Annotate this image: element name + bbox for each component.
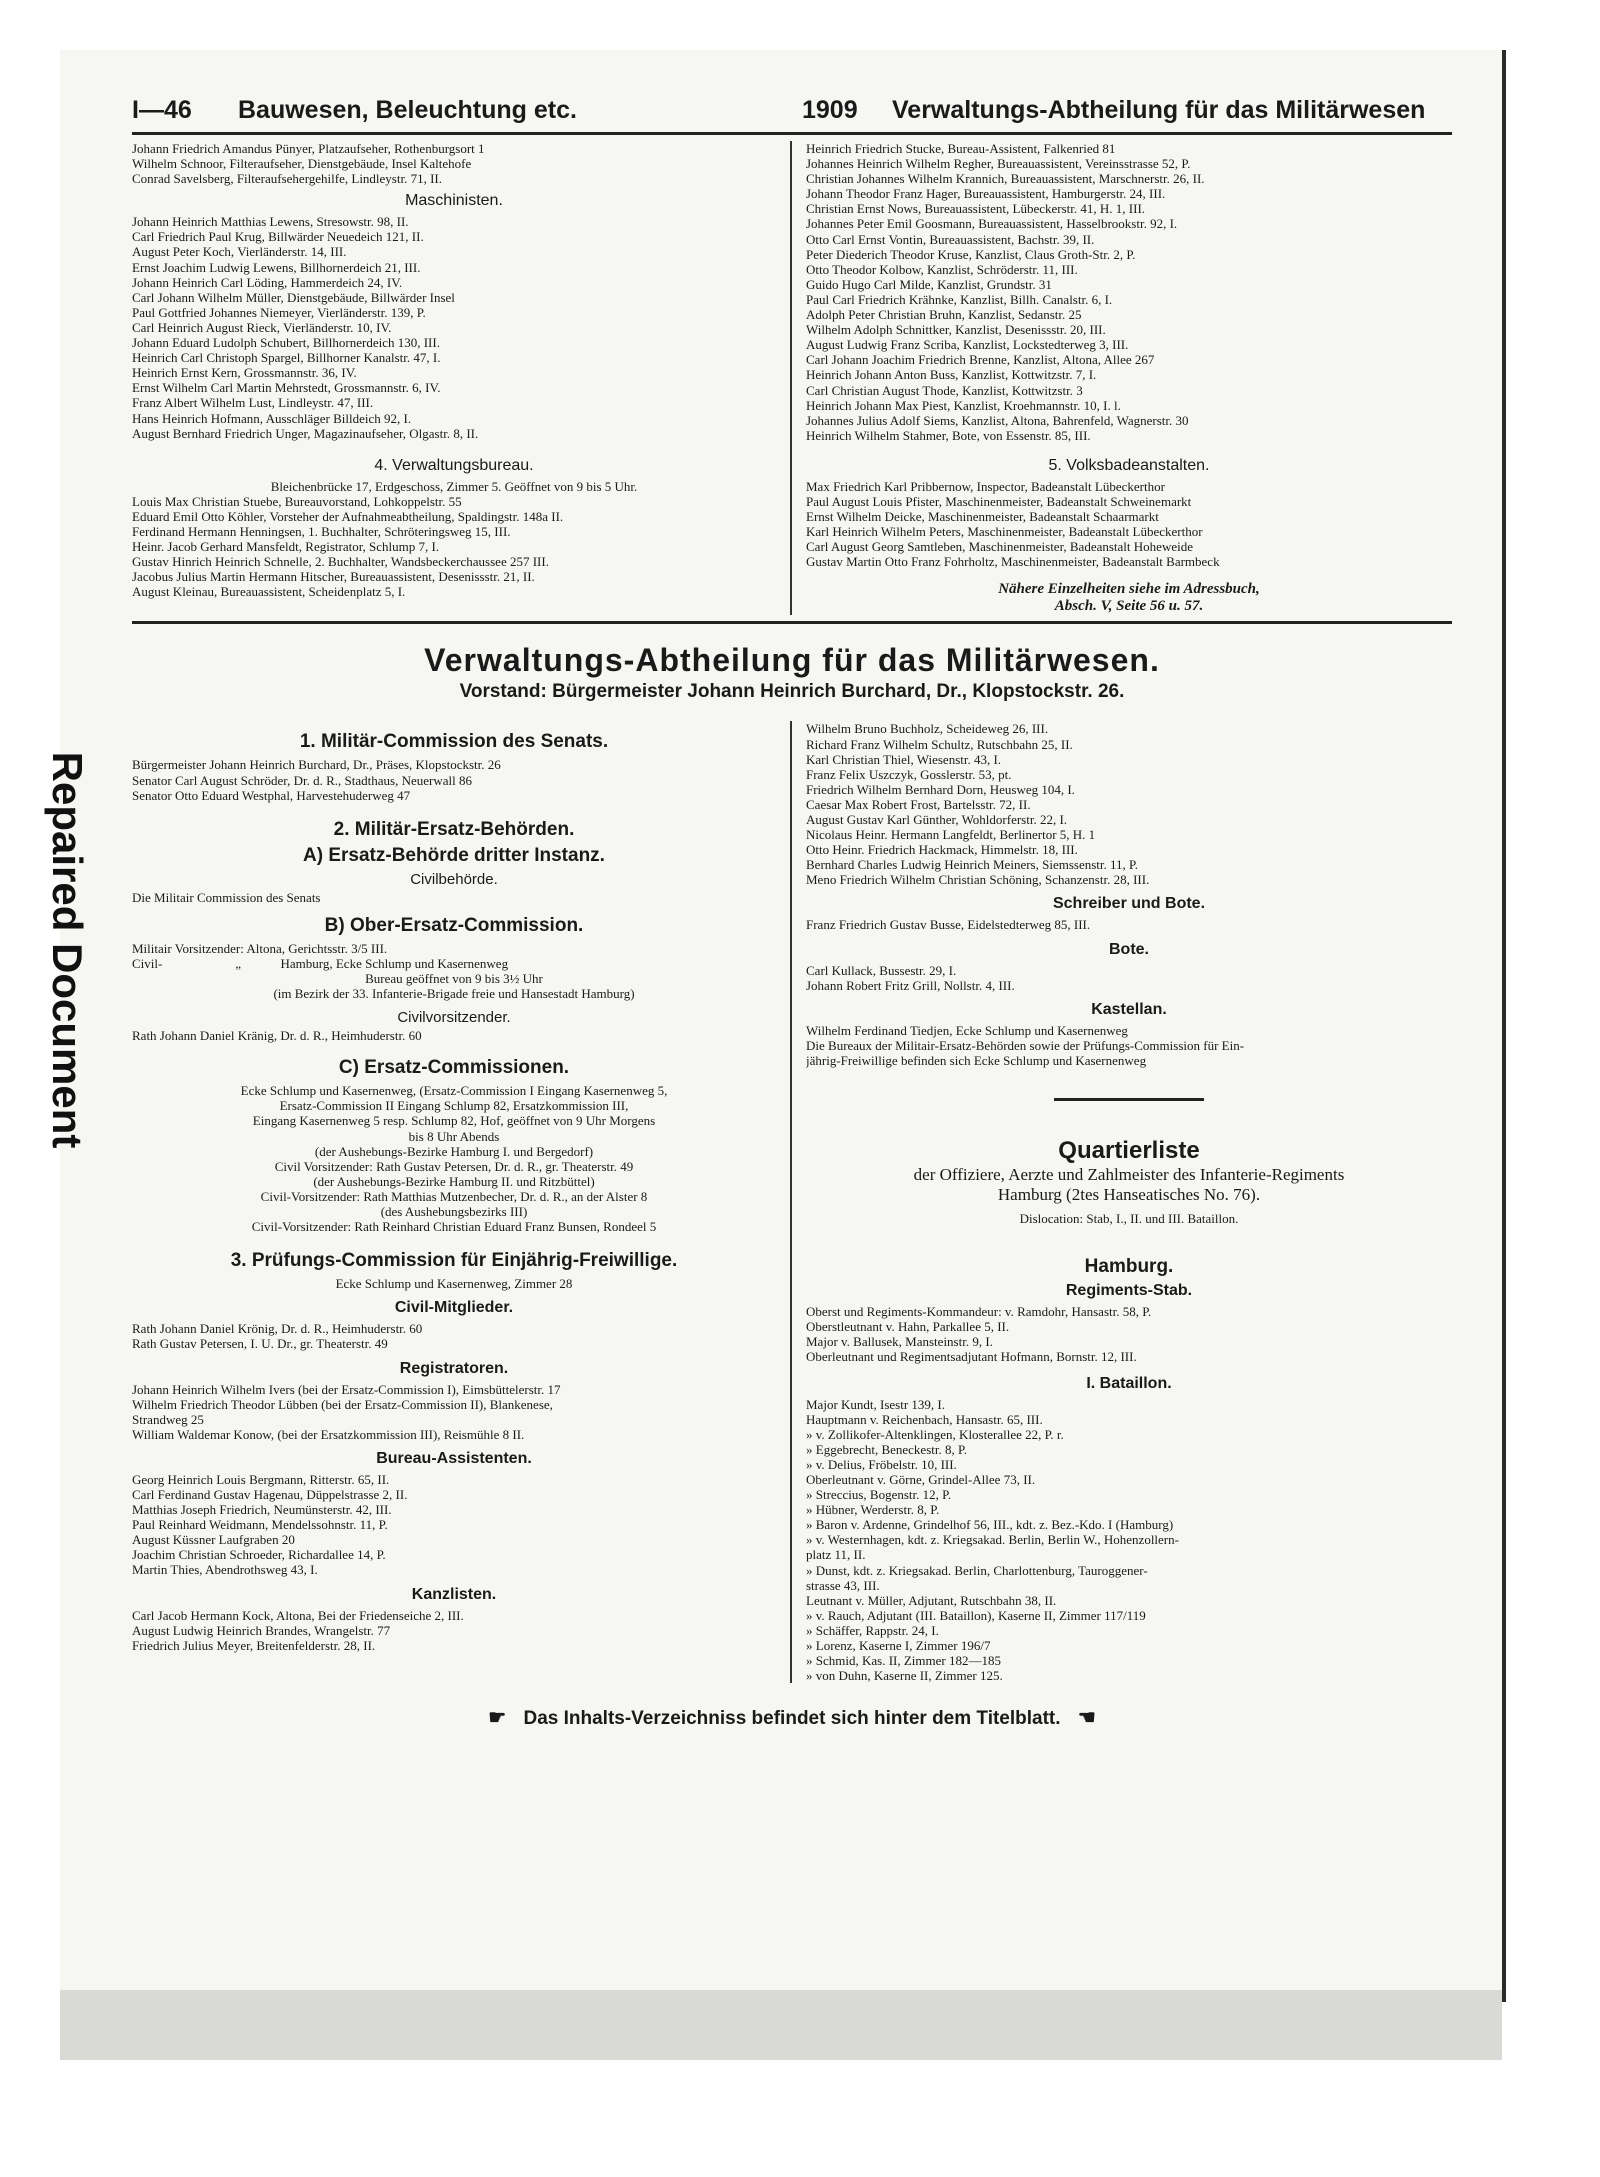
- list-item: Guido Hugo Carl Milde, Kanzlist, Grundstr. 31: [806, 276, 1052, 292]
- list-item: » von Duhn, Kaserne II, Zimmer 125.: [806, 1668, 1003, 1684]
- header-year: 1909: [802, 96, 858, 124]
- list-item: Civil-Vorsitzender: Rath Matthias Mutzenbecher, Dr. d. R., an der Alster 8: [260, 1188, 648, 1204]
- bataillon-heading: I. Bataillon.: [1086, 1374, 1172, 1392]
- list-item: » v. Zollikofer-Altenklingen, Klosterallee 22, P. r.: [806, 1426, 1064, 1442]
- list-item: Jacobus Julius Martin Hermann Hitscher, Bureauassistent, Desenissstr. 21, II.: [132, 569, 535, 585]
- maschinisten-list: [132, 214, 776, 440]
- list-item: Johann Heinrich Matthias Lewens, Stresowstr. 98, II.: [132, 214, 409, 230]
- mil-vorsitzender-row: Militair Vorsitzender: Altona, Gerichtsstr. 3/5 III.: [132, 940, 388, 956]
- list-item: Die Bureaux der Militair-Ersatz-Behörden sowie der Prüfungs-Commission für Ein-: [806, 1037, 1245, 1053]
- list-item: Civil Vorsitzender: Rath Gustav Petersen, Dr. d. R., gr. Theaterstr. 49: [274, 1158, 634, 1174]
- list-item: » Schäffer, Rappstr. 24, I.: [806, 1622, 939, 1638]
- verwaltungsbureau-heading: 4. Verwaltungsbureau.: [374, 456, 534, 474]
- list-item: Senator Carl August Schröder, Dr. d. R., Stadthaus, Neuerwall 86: [132, 772, 472, 788]
- main-left-column: [132, 721, 792, 1683]
- verwaltungsbureau-list: [132, 494, 776, 600]
- header-left-title: Bauwesen, Beleuchtung etc.: [238, 96, 577, 124]
- schreiber-bote-line: Franz Friedrich Gustav Busse, Eidelstedterweg 85, III.: [806, 917, 1091, 933]
- list-item: Gustav Hinrich Heinrich Schnelle, 2. Buchhalter, Wandsbeckerchaussee 257 III.: [132, 554, 549, 570]
- civilbehoerde-heading: Civilbehörde.: [410, 870, 498, 888]
- list-item: Bürgermeister Johann Heinrich Burchard, Dr., Präses, Klopstockstr. 26: [132, 757, 501, 773]
- list-item: Peter Diederich Theodor Kruse, Kanzlist, Claus Groth-Str. 2, P.: [806, 246, 1136, 262]
- main-columns: [132, 721, 1452, 1683]
- separator: [1054, 1098, 1204, 1101]
- quartierliste-sub-1: der Offiziere, Aerzte und Zahlmeister des Infanterie-Regiments: [913, 1165, 1345, 1185]
- bureau-assistent-list: [806, 141, 1452, 443]
- list-item: Carl Friedrich Paul Krug, Billwärder Neuedeich 121, II.: [132, 229, 424, 245]
- list-item: bis 8 Uhr Abends: [408, 1128, 500, 1144]
- list-item: Carl Heinrich August Rieck, Vierländerstr. 10, IV.: [132, 319, 392, 335]
- ersatz-commissionen-heading: C) Ersatz-Commissionen.: [338, 1057, 570, 1079]
- list-item: » Streccius, Bogenstr. 12, P.: [806, 1487, 952, 1503]
- list-item: Ferdinand Hermann Henningsen, 1. Buchhalter, Schröteringsweg 15, III.: [132, 523, 511, 539]
- list-item: Ernst Wilhelm Carl Martin Mehrstedt, Grossmannstr. 6, IV.: [132, 380, 441, 396]
- list-item: » v. Delius, Fröbelstr. 10, III.: [806, 1456, 957, 1472]
- bezirk-line: (im Bezirk der 33. Infanterie-Brigade freie und Hansestadt Hamburg): [273, 986, 635, 1002]
- list-item: Heinrich Friedrich Stucke, Bureau-Assistent, Falkenried 81: [806, 141, 1116, 156]
- list-item: » Dunst, kdt. z. Kriegsakad. Berlin, Charlottenburg, Tauroggener-: [806, 1562, 1148, 1578]
- kanzlisten-continued-list: [806, 721, 1452, 887]
- list-item: August Peter Koch, Vierländerstr. 14, III.: [132, 244, 347, 260]
- kastellan-list: [806, 1023, 1452, 1068]
- page-content: [132, 90, 1452, 1730]
- list-item: Otto Theodor Kolbow, Kanzlist, Schröderstr. 11, III.: [806, 261, 1078, 277]
- list-item: Leutnant v. Müller, Adjutant, Rutschbahn 38, II.: [806, 1592, 1057, 1608]
- page-number: I—46: [132, 96, 192, 124]
- main-right-column: [792, 721, 1452, 1683]
- list-item: August Bernhard Friedrich Unger, Magazinaufseher, Olgastr. 8, II.: [132, 425, 479, 441]
- header-right-title: Verwaltungs-Abtheilung für das Militärwesen: [892, 96, 1426, 124]
- list-item: » Baron v. Ardenne, Grindelhof 56, III., kdt. z. Bez.-Kdo. I (Hamburg): [806, 1517, 1174, 1533]
- list-item: Oberleutnant v. Görne, Grindel-Allee 73, II.: [806, 1471, 1036, 1487]
- quartierliste-title: Quartierliste: [1058, 1137, 1200, 1165]
- side-label: Repaired Document: [44, 751, 91, 1149]
- top-left-column: [132, 141, 792, 615]
- list-item: Johannes Julius Adolf Siems, Kanzlist, Altona, Bahrenfeld, Wagnerstr. 30: [806, 412, 1189, 428]
- civilvorsitzender-line: Rath Johann Daniel Kränig, Dr. d. R., Heimhuderstr. 60: [132, 1028, 422, 1044]
- list-item: Carl Kullack, Bussestr. 29, I.: [806, 962, 957, 978]
- quartierliste-sub-2: Hamburg (2tes Hanseatisches No. 76).: [997, 1185, 1261, 1205]
- scan-bottom-shade: [60, 1990, 1502, 2060]
- ersatz-behoerden-heading: 2. Militär-Ersatz-Behörden.: [333, 818, 575, 840]
- list-item: Wilhelm Friedrich Theodor Lübben (bei der Ersatz-Commission II), Blankenese,: [132, 1396, 553, 1412]
- list-item: Franz Albert Wilhelm Lust, Lindleystr. 47, III.: [132, 395, 374, 411]
- scanned-page: [44, 50, 1506, 2002]
- list-item: Johannes Heinrich Wilhelm Regher, Bureauassistent, Vereinsstrasse 52, P.: [806, 156, 1191, 172]
- list-item: Heinrich Johann Anton Buss, Kanzlist, Kottwitzstr. 7, I.: [806, 367, 1097, 383]
- list-item: Karl Christian Thiel, Wiesenstr. 43, I.: [806, 751, 1002, 767]
- schreiber-bote-heading: Schreiber und Bote.: [1052, 895, 1206, 913]
- bataillon-list: [806, 1397, 1452, 1684]
- list-item: August Kleinau, Bureauassistent, Scheidenplatz 5, I.: [132, 584, 406, 600]
- list-item: (der Aushebungs-Bezirke Hamburg II. und Ritzbüttel): [313, 1173, 595, 1189]
- volksbadeanstalten-list: [806, 479, 1452, 570]
- list-item: Friedrich Wilhelm Bernhard Dorn, Heusweg 104, I.: [806, 781, 1075, 797]
- list-item: Johann Friedrich Amandus Pünyer, Platzaufseher, Rothenburgsort 1: [132, 141, 485, 156]
- list-item: Paul August Louis Pfister, Maschinenmeister, Badeanstalt Schweinemarkt: [806, 493, 1192, 509]
- list-item: Christian Ernst Nows, Bureauassistent, Lübeckerstr. 41, H. 1, III.: [806, 201, 1146, 217]
- list-item: Friedrich Julius Meyer, Breitenfelderstr. 28, II.: [132, 1637, 376, 1653]
- top-right-column: [792, 141, 1452, 615]
- ersatz-commissionen-list: [132, 1083, 776, 1234]
- civilvorsitzender-heading: Civilvorsitzender.: [397, 1009, 511, 1027]
- bureau-assistenten-heading: Bureau-Assistenten.: [376, 1449, 532, 1467]
- list-item: August Gustav Karl Günther, Wohldorferstr. 22, I.: [806, 812, 1068, 827]
- list-item: Strandweg 25: [132, 1411, 204, 1427]
- civilbehoerde-line: Die Militair Commission des Senats: [132, 889, 321, 905]
- list-item: » v. Rauch, Adjutant (III. Bataillon), Kaserne II, Zimmer 117/119: [806, 1607, 1146, 1623]
- list-item: » Hübner, Werderstr. 8, P.: [806, 1502, 940, 1518]
- list-item: August Ludwig Franz Scriba, Kanzlist, Lockstedterweg 3, III.: [806, 337, 1129, 353]
- list-item: Joachim Christian Schroeder, Richardallee 14, P.: [132, 1547, 386, 1563]
- list-item: Oberstleutnant v. Hahn, Parkallee 5, II.: [806, 1319, 1010, 1335]
- list-item: Wilhelm Schnoor, Filteraufseher, Dienstgebäude, Insel Kaltehofe: [132, 156, 472, 172]
- list-item: Otto Carl Ernst Vontin, Bureauassistent, Bachstr. 39, II.: [806, 231, 1095, 247]
- pointing-hand-right-icon: ☚: [1077, 1707, 1096, 1730]
- adressbuch-note-2: Absch. V, Seite 56 u. 57.: [1054, 598, 1204, 615]
- list-item: Caesar Max Robert Frost, Bartelsstr. 72, II.: [806, 796, 1031, 812]
- list-item: jährig-Freiwillige befinden sich Ecke Schlump und Kasernenweg: [806, 1052, 1147, 1068]
- list-item: Nicolaus Heinr. Hermann Langfeldt, Berlinertor 5, H. 1: [806, 827, 1096, 843]
- list-item: Carl Ferdinand Gustav Hagenau, Düppelstrasse 2, II.: [132, 1486, 408, 1502]
- list-item: Paul Carl Friedrich Krähnke, Kanzlist, Billh. Canalstr. 6, I.: [806, 291, 1113, 307]
- list-item: Matthias Joseph Friedrich, Neumünsterstr. 42, III.: [132, 1502, 392, 1518]
- kanzlisten-heading: Kanzlisten.: [411, 1585, 497, 1603]
- civil-mitglieder-list: [132, 1321, 776, 1351]
- kanzlisten-list: [132, 1608, 776, 1653]
- list-item: August Küssner Laufgraben 20: [132, 1532, 295, 1548]
- list-item: Adolph Peter Christian Bruhn, Kanzlist, Sedanstr. 25: [806, 307, 1082, 323]
- bauwesen-list: [132, 141, 776, 186]
- bureau-assistenten-list: [132, 1472, 776, 1578]
- registratoren-heading: Registratoren.: [399, 1359, 509, 1377]
- list-item: Max Friedrich Karl Pribbernow, Inspector, Badeanstalt Lübeckerthor: [806, 478, 1165, 494]
- list-item: Martin Thies, Abendrothsweg 43, I.: [132, 1562, 318, 1578]
- list-item: Major Kundt, Isestr 139, I.: [806, 1396, 946, 1412]
- ersatz-behoerde-a-heading: A) Ersatz-Behörde dritter Instanz.: [303, 844, 605, 866]
- list-item: Rath Gustav Petersen, I. U. Dr., gr. Theaterstr. 49: [132, 1336, 388, 1352]
- pruefungs-commission-heading: 3. Prüfungs-Commission für Einjährig-Freiwillige.: [230, 1250, 678, 1272]
- list-item: Major v. Ballusek, Mansteinstr. 9, I.: [806, 1334, 993, 1350]
- list-item: Heinr. Jacob Gerhard Mansfeldt, Registrator, Schlump 7, I.: [132, 539, 440, 555]
- bote-heading: Bote.: [1109, 940, 1149, 958]
- list-item: Heinrich Ernst Kern, Grossmannstr. 36, IV.: [132, 365, 357, 381]
- list-item: Otto Heinr. Friedrich Hackmack, Himmelstr. 18, III.: [806, 842, 1078, 858]
- list-item: Meno Friedrich Wilhelm Christian Schöning, Schanzenstr. 28, III.: [806, 872, 1150, 888]
- list-item: Georg Heinrich Louis Bergmann, Ritterstr. 65, II.: [132, 1471, 390, 1487]
- section-rule: [132, 621, 1452, 624]
- list-item: Heinrich Carl Christoph Spargel, Billhorner Kanalstr. 47, I.: [132, 350, 441, 366]
- adressbuch-note-1: Nähere Einzelheiten siehe im Adressbuch,: [998, 581, 1260, 598]
- regiments-stab-heading: Regiments-Stab.: [1065, 1282, 1193, 1300]
- vorstand-line: Vorstand: Bürgermeister Johann Heinrich Burchard, Dr., Klopstockstr. 26.: [459, 681, 1125, 703]
- list-item: Johann Eduard Ludolph Schubert, Billhornerdeich 130, III.: [132, 335, 440, 351]
- pointing-hand-left-icon: ☛: [488, 1707, 507, 1730]
- list-item: Carl Johann Wilhelm Müller, Dienstgebäude, Billwärder Insel: [132, 289, 455, 305]
- main-title: Verwaltungs-Abtheilung für das Militärwesen.: [424, 642, 1160, 679]
- list-item: Karl Heinrich Wilhelm Peters, Maschinenmeister, Badeanstalt Lübeckerthor: [806, 524, 1203, 540]
- list-item: Bernhard Charles Ludwig Heinrich Meiners, Siemssenstr. 11, P.: [806, 857, 1139, 873]
- list-item: Carl Jacob Hermann Kock, Altona, Bei der Friedenseiche 2, III.: [132, 1607, 464, 1623]
- list-item: Franz Felix Uszczyk, Gosslerstr. 53, pt.: [806, 766, 1012, 782]
- list-item: Carl Johann Joachim Friedrich Brenne, Kanzlist, Altona, Allee 267: [806, 352, 1155, 368]
- civ-vorsitzender-row: Civil- „ Hamburg, Ecke Schlump und Kasernenweg: [132, 955, 509, 971]
- list-item: Eingang Kasernenweg 5 resp. Schlump 82, Hof, geöffnet von 9 Uhr Morgens: [252, 1113, 656, 1129]
- militaer-commission-list: [132, 757, 776, 802]
- list-item: Oberst und Regiments-Kommandeur: v. Ramdohr, Hansastr. 58, P.: [806, 1304, 1152, 1320]
- list-item: Oberleutnant und Regimentsadjutant Hofmann, Bornstr. 12, III.: [806, 1349, 1137, 1365]
- dislocation-line: Dislocation: Stab, I., II. und III. Bataillon.: [1019, 1211, 1239, 1227]
- list-item: Conrad Savelsberg, Filteraufsehergehilfe, Lindleystr. 71, II.: [132, 171, 443, 187]
- list-item: Carl Christian August Thode, Kanzlist, Kottwitzstr. 3: [806, 382, 1083, 398]
- list-item: Eduard Emil Otto Köhler, Vorsteher der Aufnahmeabtheilung, Spaldingstr. 148a II.: [132, 508, 564, 524]
- list-item: Louis Max Christian Stuebe, Bureauvorstand, Lohkoppelstr. 55: [132, 493, 462, 509]
- bureau-hours: Bureau geöffnet von 9 bis 3½ Uhr: [365, 971, 543, 986]
- list-item: Rath Johann Daniel Krönig, Dr. d. R., Heimhuderstr. 60: [132, 1321, 423, 1337]
- header-rule: [132, 132, 1452, 135]
- registratoren-list: [132, 1382, 776, 1442]
- verwaltungsbureau-info: Bleichenbrücke 17, Erdgeschoss, Zimmer 5. Geöffnet von 9 bis 5 Uhr.: [270, 478, 638, 494]
- list-item: » v. Westernhagen, kdt. z. Kriegsakad. Berlin, Berlin W., Hohenzollern-: [806, 1532, 1179, 1548]
- list-item: Carl August Georg Samtleben, Maschinenmeister, Badeanstalt Hoheweide: [806, 539, 1193, 555]
- civil-mitglieder-heading: Civil-Mitglieder.: [394, 1299, 514, 1317]
- list-item: Wilhelm Bruno Buchholz, Scheideweg 26, III.: [806, 721, 1049, 737]
- list-item: Johann Heinrich Wilhelm Ivers (bei der Ersatz-Commission I), Eimsbüttelerstr. 17: [132, 1381, 561, 1397]
- list-item: William Waldemar Konow, (bei der Ersatzkommission III), Reismühle 8 II.: [132, 1426, 525, 1442]
- hamburg-heading: Hamburg.: [1084, 1256, 1174, 1278]
- footer-text: Das Inhalts-Verzeichniss befindet sich hinter dem Titelblatt.: [523, 1708, 1061, 1730]
- list-item: Johannes Peter Emil Goosmann, Bureauassistent, Hasselbrookstr. 92, I.: [806, 216, 1178, 232]
- footer-note: [132, 1705, 1452, 1730]
- list-item: » Lorenz, Kaserne I, Zimmer 196/7: [806, 1638, 991, 1653]
- kastellan-heading: Kastellan.: [1091, 1000, 1167, 1018]
- list-item: Paul Reinhard Weidmann, Mendelssohnstr. 11, P.: [132, 1517, 388, 1533]
- list-item: Gustav Martin Otto Franz Fohrholtz, Maschinenmeister, Badeanstalt Barmbeck: [806, 554, 1220, 570]
- list-item: Ecke Schlump und Kasernenweg, (Ersatz-Commission I Eingang Kasernenweg 5,: [240, 1083, 668, 1099]
- list-item: Ernst Wilhelm Deicke, Maschinenmeister, Badeanstalt Schaarmarkt: [806, 509, 1159, 525]
- running-header: [132, 90, 1452, 132]
- list-item: Johann Robert Fritz Grill, Nollstr. 4, III.: [806, 977, 1015, 993]
- pruefungs-commission-address: Ecke Schlump und Kasernenweg, Zimmer 28: [335, 1276, 573, 1292]
- list-item: Hauptmann v. Reichenbach, Hansastr. 65, III.: [806, 1411, 1043, 1427]
- list-item: Christian Johannes Wilhelm Krannich, Bureauassistent, Marschnerstr. 26, II.: [806, 171, 1205, 187]
- list-item: strasse 43, III.: [806, 1577, 880, 1593]
- list-item: Heinrich Johann Max Piest, Kanzlist, Kroehmannstr. 10, I. l.: [806, 397, 1121, 413]
- list-item: Richard Franz Wilhelm Schultz, Rutschbahn 25, II.: [806, 736, 1073, 752]
- list-item: Civil-Vorsitzender: Rath Reinhard Christian Eduard Franz Bunsen, Rondeel 5: [251, 1219, 657, 1235]
- list-item: (des Aushebungsbezirks III): [380, 1204, 528, 1220]
- list-item: Senator Otto Eduard Westphal, Harvestehuderweg 47: [132, 787, 411, 803]
- list-item: Ernst Joachim Ludwig Lewens, Billhornerdeich 21, III.: [132, 259, 421, 275]
- list-item: platz 11, II.: [806, 1547, 866, 1563]
- list-item: Wilhelm Ferdinand Tiedjen, Ecke Schlump und Kasernenweg: [806, 1022, 1128, 1038]
- list-item: Paul Gottfried Johannes Niemeyer, Vierländerstr. 139, P.: [132, 304, 426, 320]
- list-item: Johann Heinrich Carl Löding, Hammerdeich 24, IV.: [132, 274, 403, 290]
- list-item: Ersatz-Commission II Eingang Schlump 82, Ersatzkommission III,: [279, 1098, 629, 1114]
- list-item: Hans Heinrich Hofmann, Ausschläger Billdeich 92, I.: [132, 410, 412, 426]
- list-item: Wilhelm Adolph Schnittker, Kanzlist, Desenissstr. 20, III.: [806, 322, 1106, 338]
- list-item: August Ludwig Heinrich Brandes, Wrangelstr. 77: [132, 1622, 391, 1638]
- maschinisten-heading: Maschinisten.: [405, 192, 503, 210]
- list-item: Heinrich Wilhelm Stahmer, Bote, von Essenstr. 85, III.: [806, 427, 1091, 443]
- list-item: (der Aushebungs-Bezirke Hamburg I. und Bergedorf): [314, 1143, 594, 1159]
- list-item: » Eggebrecht, Beneckestr. 8, P.: [806, 1441, 968, 1457]
- bote-list: [806, 963, 1452, 993]
- list-item: » Schmid, Kas. II, Zimmer 182—185: [806, 1653, 1001, 1669]
- top-columns: [132, 141, 1452, 615]
- militaer-commission-heading: 1. Militär-Commission des Senats.: [299, 731, 609, 753]
- volksbadeanstalten-heading: 5. Volksbadeanstalten.: [1048, 456, 1210, 474]
- list-item: Johann Theodor Franz Hager, Bureauassistent, Hamburgerstr. 24, III.: [806, 186, 1166, 202]
- regiments-stab-list: [806, 1304, 1452, 1364]
- ober-ersatz-heading: B) Ober-Ersatz-Commission.: [324, 914, 584, 936]
